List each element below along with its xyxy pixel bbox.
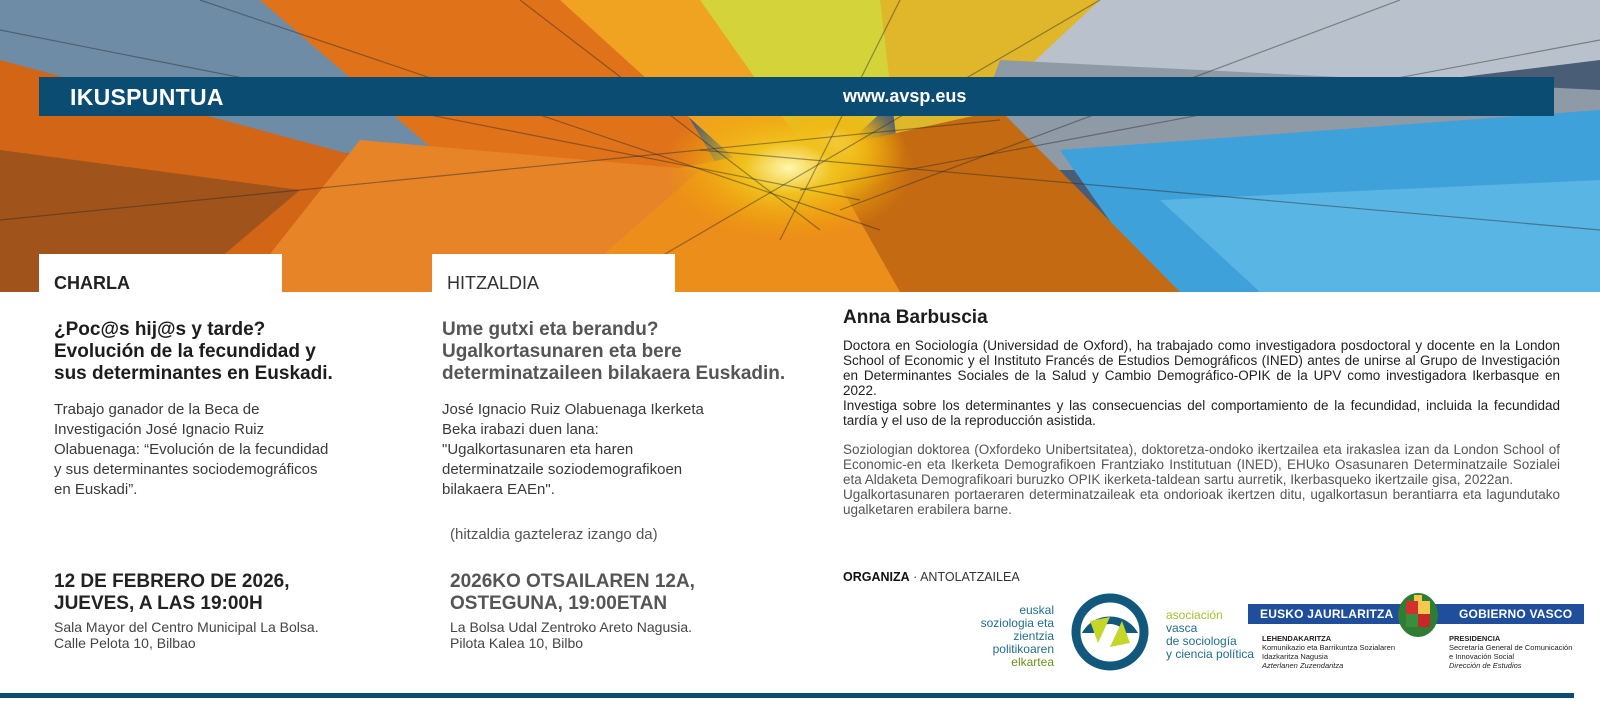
tab-charla — [39, 254, 282, 292]
description-line: determinatzaile soziodemografikoen — [442, 461, 683, 478]
avsp-es-line: de sociología — [1166, 634, 1237, 648]
avsp-logo-icon — [1068, 593, 1152, 671]
talk-title-eu-line: Ume gutxi eta berandu? — [442, 319, 659, 340]
avsp-name-es — [1166, 609, 1254, 661]
coat-of-arms-icon — [1397, 592, 1439, 638]
talk-description-eu — [442, 400, 704, 500]
gv-department-eu — [1262, 634, 1395, 670]
bio-paragraph: Soziologian doktorea (Oxfordeko Unibertsitatea), doktoretza-ondoko ikertzailea eta irakaslea izan da London School of Economic-en eta Ikerketa Demografikoen Frantziako Institutuan (INED), EHUko Osasunaren Determinatzaile Sozialei eta Aldaketa Demografikoari buruzko OPIK ikerketa-taldean sartu aurretik, Ikerbasqueko ikertzaile gisa, 2022an. — [843, 442, 1560, 487]
event-date-es — [54, 571, 289, 615]
language-note: (hitzaldia gazteleraz izango da) — [450, 526, 658, 543]
gv-eu-line: Komunikazio eta Barrikuntza Sozialaren — [1262, 643, 1395, 652]
date-line: 12 DE FEBRERO DE 2026, — [54, 571, 290, 592]
gv-es-line: e Innovación Social — [1449, 652, 1515, 661]
venue-line: Calle Pelota 10, Bilbao — [54, 635, 196, 651]
talk-title-eu — [442, 319, 785, 385]
avsp-eu-line: elkartea — [1011, 655, 1054, 669]
talk-description-es — [54, 400, 328, 500]
brand-title: IKUSPUNTUA — [70, 84, 224, 110]
gv-eu-line: Idazkaritza Nagusia — [1262, 652, 1328, 661]
avsp-es-line: vasca — [1166, 621, 1198, 635]
description-line: bilakaera EAEn". — [442, 481, 555, 498]
website-link[interactable]: www.avsp.eus — [843, 86, 967, 106]
avsp-es-line: y ciencia política — [1166, 647, 1255, 661]
gv-department-es — [1449, 634, 1572, 670]
tab-charla-label: CHARLA — [54, 273, 130, 292]
venue-line: Pilota Kalea 10, Bilbo — [450, 635, 584, 651]
description-line: "Ugalkortasunaren eta haren — [442, 441, 634, 458]
avsp-eu-line: politikoaren — [992, 642, 1054, 656]
bottom-rule — [0, 693, 1574, 698]
event-venue-es — [54, 619, 319, 651]
gv-eu-head: LEHENDAKARITZA — [1262, 634, 1332, 643]
event-date-eu — [450, 571, 695, 615]
talk-title-es-line: Evolución de la fecundidad y — [54, 341, 316, 362]
description-line: en Euskadi”. — [54, 481, 138, 498]
speaker-bio-eu — [843, 442, 1560, 517]
description-line: Trabajo ganador de la Beca de — [54, 401, 260, 418]
gv-name-es: GOBIERNO VASCO — [1459, 607, 1573, 621]
brand-bar — [39, 77, 1554, 116]
avsp-es-line: asociación — [1166, 608, 1223, 622]
bio-paragraph: Doctora en Sociología (Universidad de Oxford), ha trabajado como investigadora posdoctoral y docente en la London School of Economic y el Instituto Francés de Estudios Demográficos (INED) antes de unirse al Grupo de Investigación en Determinantes Sociales de la Salud y Cambio Demográfico-OPIK de la UPV como investigadora Ikerbasque en 2022. — [843, 338, 1560, 398]
hero-abstract-image — [0, 0, 1600, 292]
bio-paragraph: Ugalkortasunaren portaeraren determinatzaileak eta ondorioak ikertzen ditu, ugalkortasun berantiarra eta lagundutako ugalketaren erabilera barne. — [843, 487, 1560, 517]
description-line: Olabuenaga: “Evolución de la fecundidad — [54, 441, 329, 458]
avsp-eu-line: soziologia eta — [980, 616, 1054, 630]
description-line: y sus determinantes sociodemográficos — [54, 461, 318, 478]
description-line: José Ignacio Ruiz Olabuenaga Ikerketa — [442, 401, 704, 418]
organizer-label — [843, 570, 1020, 584]
organizer-label-rest: · ANTOLATZAILEA — [909, 570, 1020, 584]
speaker-name: Anna Barbuscia — [843, 307, 988, 328]
talk-title-eu-line: Ugalkortasunaren eta bere — [442, 341, 682, 362]
talk-title-es-line: sus determinantes en Euskadi. — [54, 363, 333, 384]
description-line: Investigación José Ignacio Ruiz — [54, 421, 265, 438]
date-line: OSTEGUNA, 19:00ETAN — [450, 593, 668, 614]
bio-paragraph: Investiga sobre los determinantes y las consecuencias del comportamiento de la fecundidad, incluida la fecundidad tardía y el uso de la reproducción asistida. — [843, 398, 1560, 428]
tab-hitzaldia-label: HITZALDIA — [447, 273, 540, 292]
gv-eu-subunit: Azterlanen Zuzendaritza — [1262, 661, 1344, 670]
avsp-eu-line: zientzia — [1013, 629, 1054, 643]
venue-line: Sala Mayor del Centro Municipal La Bolsa. — [54, 619, 319, 635]
venue-line: La Bolsa Udal Zentroko Areto Nagusia. — [450, 619, 693, 635]
gv-es-head: PRESIDENCIA — [1449, 634, 1501, 643]
date-line: JUEVES, A LAS 19:00H — [54, 593, 263, 614]
talk-title-eu-line: determinatzaileen bilakaera Euskadin. — [442, 363, 786, 384]
gv-es-line: Secretaría General de Comunicación — [1449, 643, 1573, 652]
date-line: 2026KO OTSAILAREN 12A, — [450, 571, 695, 592]
gv-es-subunit: Dirección de Estudios — [1449, 661, 1522, 670]
hero-banner — [0, 0, 1600, 292]
talk-title-es-line: ¿Poc@s hij@s y tarde? — [54, 319, 266, 340]
speaker-bio-es — [843, 338, 1560, 428]
description-line: Beka irabazi duen lana: — [442, 421, 599, 438]
avsp-eu-line: euskal — [1019, 603, 1054, 617]
organizer-label-bold: ORGANIZA — [843, 570, 910, 584]
event-venue-eu — [450, 619, 692, 651]
gv-name-eu: EUSKO JAURLARITZA — [1260, 607, 1394, 621]
avsp-name-eu — [970, 604, 1054, 669]
talk-title-es — [54, 319, 333, 385]
tab-hitzaldia — [432, 254, 675, 292]
